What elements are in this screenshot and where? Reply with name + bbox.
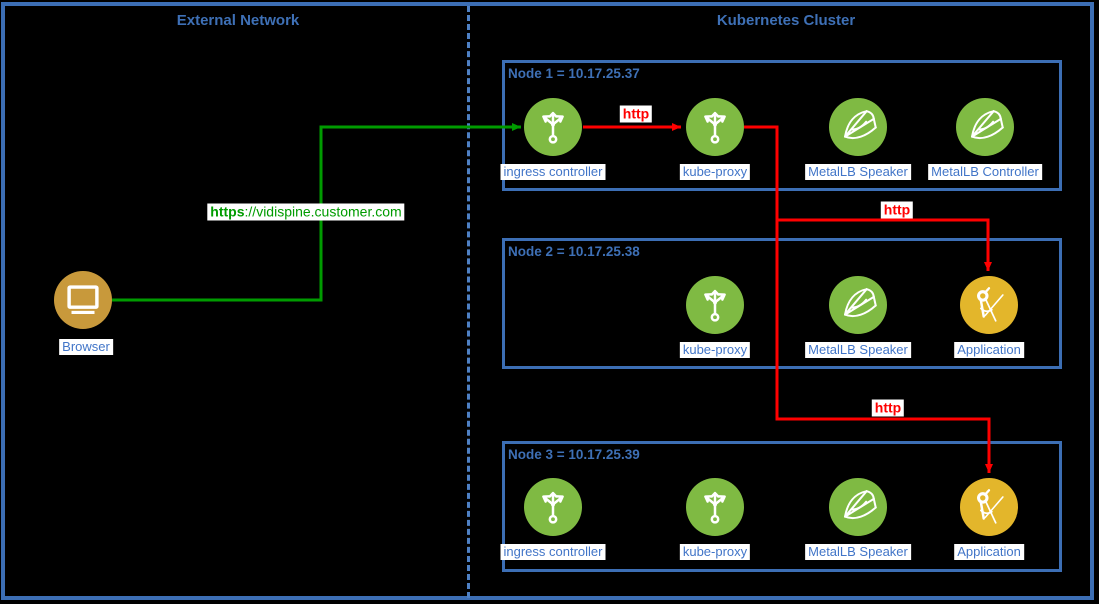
node-3-title: Node 3 = 10.17.25.39: [508, 447, 640, 462]
node3-ingress-controller-label: ingress controller: [501, 544, 606, 560]
node1-kube-proxy-node: [686, 98, 744, 156]
node1-ingress-controller-node: [524, 98, 582, 156]
node2-kube-proxy-label: kube-proxy: [680, 342, 750, 358]
node2-metallb-speaker-label: MetalLB Speaker: [805, 342, 911, 358]
node3-metallb-speaker-node: [829, 478, 887, 536]
network-boundary-divider: [467, 6, 470, 598]
kube-proxy-icon: [692, 484, 738, 530]
https-url-host: ://vidispine.customer.com: [244, 203, 402, 220]
node1-metallb-controller-label: MetalLB Controller: [928, 164, 1042, 180]
metallb-icon: [962, 104, 1008, 150]
node1-kube-proxy-label: kube-proxy: [680, 164, 750, 180]
node-1-title: Node 1 = 10.17.25.37: [508, 66, 640, 81]
compass-icon: [966, 282, 1012, 328]
node3-kube-proxy-node: [686, 478, 744, 536]
compass-icon: [966, 484, 1012, 530]
node2-application-node: [960, 276, 1018, 334]
kube-proxy-icon: [530, 484, 576, 530]
http-label-2: http: [881, 202, 913, 219]
http-label-3: http: [872, 400, 904, 417]
node2-kube-proxy-node: [686, 276, 744, 334]
node1-metallb-speaker-label: MetalLB Speaker: [805, 164, 911, 180]
metallb-icon: [835, 282, 881, 328]
node1-ingress-controller-label: ingress controller: [501, 164, 606, 180]
kube-proxy-icon: [530, 104, 576, 150]
node3-application-label: Application: [954, 544, 1024, 560]
node3-kube-proxy-label: kube-proxy: [680, 544, 750, 560]
http-label-1: http: [620, 106, 652, 123]
node1-metallb-controller-node: [956, 98, 1014, 156]
external-network-title: External Network: [176, 12, 300, 29]
node3-ingress-controller-node: [524, 478, 582, 536]
browser-label: Browser: [59, 339, 113, 355]
node3-application-node: [960, 478, 1018, 536]
https-url-label: [207, 204, 404, 221]
node1-metallb-speaker-node: [829, 98, 887, 156]
metallb-icon: [835, 484, 881, 530]
metallb-icon: [835, 104, 881, 150]
node2-metallb-speaker-node: [829, 276, 887, 334]
kube-proxy-icon: [692, 282, 738, 328]
node2-application-label: Application: [954, 342, 1024, 358]
kube-proxy-icon: [692, 104, 738, 150]
node3-metallb-speaker-label: MetalLB Speaker: [805, 544, 911, 560]
browser-node: [54, 271, 112, 329]
monitor-icon: [60, 277, 106, 323]
https-url-scheme: https: [210, 203, 245, 220]
node-2-title: Node 2 = 10.17.25.38: [508, 244, 640, 259]
kubernetes-cluster-title: Kubernetes Cluster: [716, 12, 856, 29]
